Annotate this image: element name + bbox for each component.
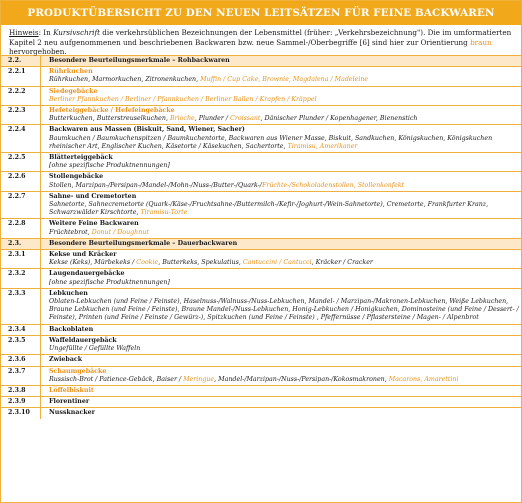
row-content: [41, 172, 522, 191]
row-number: 2.2.: [1, 56, 41, 67]
row-content: [41, 191, 522, 219]
row-content: [41, 335, 522, 354]
product-name-text: Ungefüllte / Gefüllte Waffeln: [49, 345, 141, 353]
row-number: 2.3.3: [1, 288, 41, 324]
table-row: [1, 335, 521, 354]
product-category-name: Lebkuchen: [49, 289, 88, 297]
table-row: [1, 366, 521, 385]
row-number: 2.2.5: [1, 153, 41, 172]
product-category-name: Kekse und Kräcker: [49, 251, 117, 259]
row-content: [41, 366, 522, 385]
product-category-name: Nussknacker: [49, 409, 95, 417]
row-number: 2.2.6: [1, 172, 41, 191]
highlighted-product-name: Brioche: [169, 115, 195, 123]
row-content: [41, 56, 522, 67]
product-name-text: Rührkuchen, Marmorkuchen, Zitronenkuchen,: [49, 76, 201, 84]
row-content: [41, 408, 522, 419]
row-content: [41, 86, 522, 105]
hint-kursiv-label: Kursivschrift: [53, 28, 101, 37]
product-names: [49, 229, 519, 237]
row-number: 2.3.4: [1, 324, 41, 335]
table-row: [1, 385, 521, 396]
product-name-text: [ohne spezifische Produktnennungen]: [49, 162, 170, 170]
product-names: [49, 135, 519, 151]
table-row: [1, 67, 521, 86]
product-category-name: Laugendauergebäcke: [49, 270, 125, 278]
section-title: Besondere Beurteilungsmerkmale – Rohbackwaren: [49, 57, 230, 64]
row-content: [41, 250, 522, 269]
product-category-name: Löffelbiskuit: [49, 386, 94, 394]
row-number: 2.2.4: [1, 125, 41, 153]
product-names: [49, 259, 519, 267]
product-name-text: , Plunder /: [194, 115, 230, 123]
table-row: [1, 191, 521, 219]
row-number: 2.3.5: [1, 335, 41, 354]
product-category-name: Hefeteiggebäcke / Hefefeingebäcke: [49, 107, 175, 115]
product-names: [49, 162, 519, 170]
product-name-text: Oblaten-Lebkuchen (und Feine / Feinste), Haselnuss-/Walnuss-/Nuss-Lebkuchen, Mandel- / Marzipan-/Makronen-Lebkuchen, Weiße Lebkuchen, Braune Lebkuchen (und Feine / Feinste), Braune Mandel-/Nuss-Lebkuchen, Honig-Lebkuchen / Honigkuchen, Dominosteine (und Feine / Dessert- / Feinste), Printen (und Feine / Feinste / Gewürz-), Spitzkuchen (und Feine / Feinste) , Pfeffernüsse / Pflastersteine / Magen- / Alpenbrot: [49, 298, 519, 322]
row-number: 2.2.1: [1, 67, 41, 86]
product-names: [49, 345, 519, 353]
table-row: [1, 324, 521, 335]
row-content: [41, 324, 522, 335]
product-category-name: Backoblaten: [49, 325, 94, 333]
product-names: [49, 115, 519, 123]
highlighted-product-name: Cookie: [136, 259, 159, 267]
product-names: [49, 201, 519, 217]
product-names: [49, 298, 519, 323]
hint-paragraph: [1, 25, 521, 55]
product-names: [49, 182, 519, 190]
row-content: [41, 219, 522, 238]
row-content: [41, 125, 522, 153]
product-category-name: Weitere Feine Backwaren: [49, 220, 139, 228]
product-category-name: Zwieback: [49, 356, 83, 364]
product-name-text: Kekse (Keks), Mürbekeks /: [49, 259, 137, 267]
hint-text-2: die verkehrsüblichen Bezeichnungen der Lebensmittel (früher: „Verkehrsbezeichnung"). Die im umformatierten Kapitel 2 neu aufgenommenen und beschriebenen Backwaren bzw. neue Sammel-/Oberbegriffe [6] sind hier zur Orientierung: [9, 28, 512, 47]
product-name-text: Früchtebrot,: [49, 228, 92, 236]
highlighted-product-name: Berliner Pfannkuchen / Berliner / Pfannkuchen / Berliner Ballen / Krapfen / Kräppel: [49, 95, 317, 103]
table-row: [1, 397, 521, 408]
table-row: [1, 269, 521, 288]
page-title: PRODUKTÜBERSICHT ZU DEN NEUEN LEITSÄTZEN FÜR FEINE BACKWAREN: [1, 1, 521, 25]
row-number: 2.3.1: [1, 250, 41, 269]
hint-text-1: : In: [38, 28, 54, 37]
highlighted-product-name: Macarons, Amarettini: [388, 375, 459, 383]
row-number: 2.3.2: [1, 269, 41, 288]
product-category-name: Stollengebäcke: [49, 173, 104, 181]
product-category-name: Siedegebäcke: [49, 87, 98, 95]
highlighted-product-name: Früchte-/Schokoladenstollen, Stollenkonfekt: [261, 181, 405, 189]
product-category-name: Schaumgebäcke: [49, 367, 107, 375]
row-number: 2.3.7: [1, 366, 41, 385]
highlighted-product-name: Muffin / Cup Cake, Brownie, Magdalena / Madeleine: [200, 76, 369, 84]
highlighted-product-name: Donut / Doughnut: [91, 228, 149, 236]
section-row: [1, 238, 521, 249]
row-content: [41, 397, 522, 408]
product-name-text: , Butterkeks, Spekulatius,: [158, 259, 243, 267]
product-name-text: , Mandel-/Marzipan-/Nuss-/Persipan-/Kokosmakronen,: [214, 375, 389, 383]
row-number: 2.2.8: [1, 219, 41, 238]
row-content: [41, 106, 522, 125]
table-row: [1, 250, 521, 269]
row-content: [41, 269, 522, 288]
row-content: [41, 385, 522, 396]
product-name-text: Stollen, Marzipan-/Persipan-/Mandel-/Mohn-/Nuss-/Butter-/Quark-/: [49, 181, 262, 189]
table-row: [1, 153, 521, 172]
table-row: [1, 125, 521, 153]
row-content: [41, 153, 522, 172]
row-content: [41, 238, 522, 249]
hint-label: Hinweis: [9, 28, 39, 37]
table-row: [1, 172, 521, 191]
table-row: [1, 408, 521, 419]
product-name-text: , Dänischer Plunder / Kopenhagener, Bienenstich: [260, 115, 418, 123]
table-row: [1, 106, 521, 125]
row-content: [41, 355, 522, 366]
section-title: Besondere Beurteilungsmerkmale – Dauerbackwaren: [49, 239, 238, 247]
row-number: 2.2.2: [1, 86, 41, 105]
highlighted-product-name: Tiramisu-Torte: [140, 209, 188, 217]
row-number: 2.3.8: [1, 385, 41, 396]
product-names: [49, 279, 519, 287]
highlighted-product-name: Tiramisu, Amerikaner: [287, 142, 358, 150]
row-number: 2.3.10: [1, 408, 41, 419]
highlighted-product-name: Cantuccini / Cantucci: [242, 259, 312, 267]
product-name-text: Sahnetorte, Sahnecremetorte (Quark-/Käse-/Fruchtsahne-/Buttermilch-/Kefir-/Joghurt-/Wein-Sahnetorte), Cremetorte, Frankfurter Kranz, Schwarzwälder Kirschtorte,: [49, 201, 489, 217]
table-row: [1, 219, 521, 238]
product-category-name: Florentiner: [49, 398, 90, 406]
product-names: [49, 96, 519, 104]
product-names: [49, 376, 519, 384]
product-name-text: Baumkuchen / Baumkuchenspitzen / Baumkuchentorte, Backwaren aus Wiener Masse, Biskuit, Sandkuchen, Königskuchen, Königskuchen rheinischer Art, Englischer Kuchen, Käsetorte / Käsekuchen, Sachertorte,: [49, 134, 493, 150]
product-names: [49, 76, 519, 84]
product-category-name: Blätterteiggebäck: [49, 154, 113, 162]
highlighted-product-name: Meringue: [183, 375, 215, 383]
product-category-name: Rührkuchen: [49, 68, 93, 76]
highlighted-product-name: Croissant: [230, 115, 261, 123]
product-category-name: Sahne- und Cremetorten: [49, 192, 137, 200]
row-number: 2.2.3: [1, 106, 41, 125]
product-name-text: Russisch-Brot / Patience-Gebäck, Baiser /: [49, 375, 184, 383]
product-name-text: [ohne spezifische Produktnennungen]: [49, 278, 170, 286]
hint-text-3: hervorgehoben.: [9, 47, 67, 57]
row-content: [41, 67, 522, 86]
hint-braun-word: braun: [470, 37, 492, 47]
product-name-text: Butterkuchen, Butterstreuselkuchen,: [49, 115, 170, 123]
row-content: [41, 288, 522, 324]
row-number: 2.3.9: [1, 397, 41, 408]
table-row: [1, 288, 521, 324]
product-table: [1, 55, 521, 419]
product-name-text: , Kräcker / Cracker: [311, 259, 373, 267]
row-number: 2.3.: [1, 238, 41, 249]
section-row: [1, 56, 521, 67]
table-row: [1, 355, 521, 366]
table-row: [1, 86, 521, 105]
row-number: 2.3.6: [1, 355, 41, 366]
product-category-name: Waffeldauergebäck: [49, 336, 117, 344]
product-category-name: Backwaren aus Massen (Biskuit, Sand, Wiener, Sacher): [49, 126, 245, 134]
row-number: 2.2.7: [1, 191, 41, 219]
